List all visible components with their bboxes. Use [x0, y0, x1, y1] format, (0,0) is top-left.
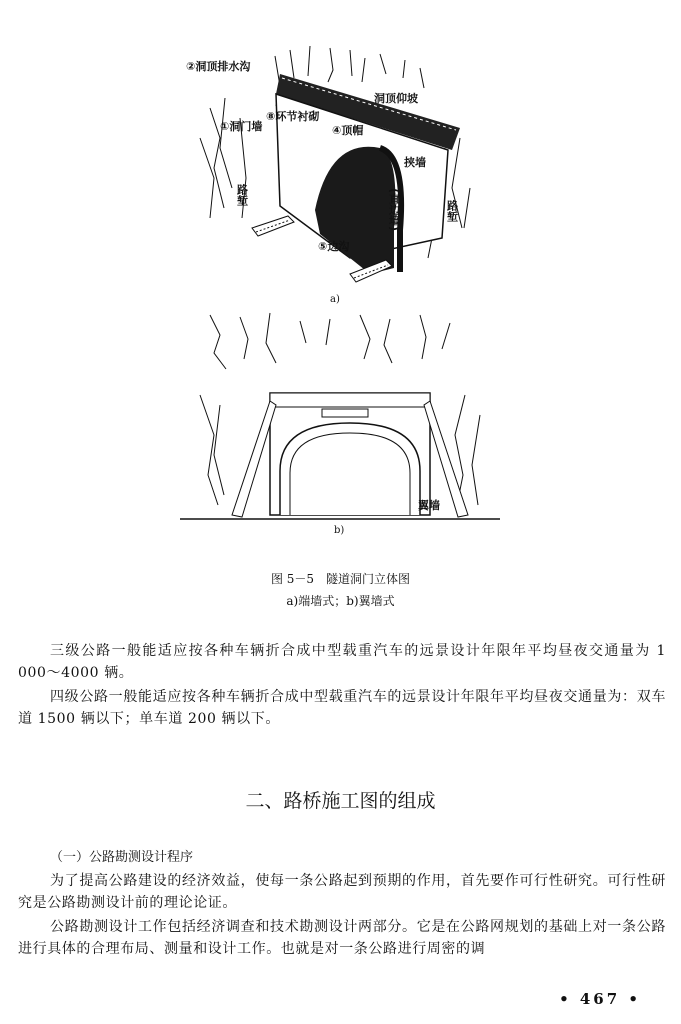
label-road-left: 路堑 — [235, 184, 249, 206]
paragraph-survey-design: 公路勘测设计工作包括经济调查和技术勘测设计两部分。它是在公路网规划的基础上对一条公路进行具体的合理布局、测量和设计工作。也就是对一条公路进行周密的调 — [18, 919, 666, 957]
label-wing-wall: 翼墙 — [418, 499, 440, 512]
subsection-heading: （一）公路勘测设计程序 — [50, 850, 194, 865]
figure-b-tunnel-wingwall — [180, 305, 500, 535]
paragraph-traffic-class3: 三级公路一般能适应按各种车辆折合成中型载重汽车的远景设计年限年平均昼夜交通量为 1 000～4000 辆。 — [18, 643, 666, 681]
figure-a-sublabel: a) — [330, 294, 340, 305]
figure-b-sublabel: b) — [334, 525, 345, 535]
figure-a-tunnel-endwall — [180, 38, 480, 310]
name-plate — [322, 409, 368, 417]
side-ditch-left — [252, 216, 294, 236]
figure-caption-title: 图 5－5 隧道洞门立体图 — [270, 572, 411, 586]
page-number: • 467 • — [559, 990, 641, 1008]
label-slope: 洞顶仰坡 — [374, 92, 418, 105]
label-road-right: 路堑 — [445, 200, 459, 222]
label-ring: ⑧环节衬砌 — [266, 110, 320, 123]
tunnel-arch-inner — [290, 433, 410, 515]
portal-cap — [270, 393, 430, 407]
label-portal-wall: ①洞门墙 — [220, 120, 263, 133]
label-vault: ④顶帽 — [332, 124, 364, 137]
figure-caption-subtitle: a)端墙式；b)翼墙式 — [286, 594, 395, 608]
paragraph-feasibility: 为了提高公路建设的经济效益，使每一条公路起到预期的作用，首先要作可行性研究。可行性研究是公路勘测设计前的理论论证。 — [18, 873, 666, 911]
paragraph-traffic-class4: 四级公路一般能适应按各种车辆折合成中型载重汽车的远景设计年限年平均昼夜交通量为：双车道 1500 辆以下；单车道 200 辆以下。 — [18, 689, 666, 727]
label-side-ditch: ⑤边沟 — [318, 240, 350, 253]
label-drain: ②洞顶排水沟 — [186, 60, 251, 73]
section-heading: 二、路桥施工图的组成 — [245, 790, 436, 812]
label-retaining: 挟墙 — [404, 156, 426, 169]
label-side-wall: (直边墙) — [387, 188, 401, 232]
